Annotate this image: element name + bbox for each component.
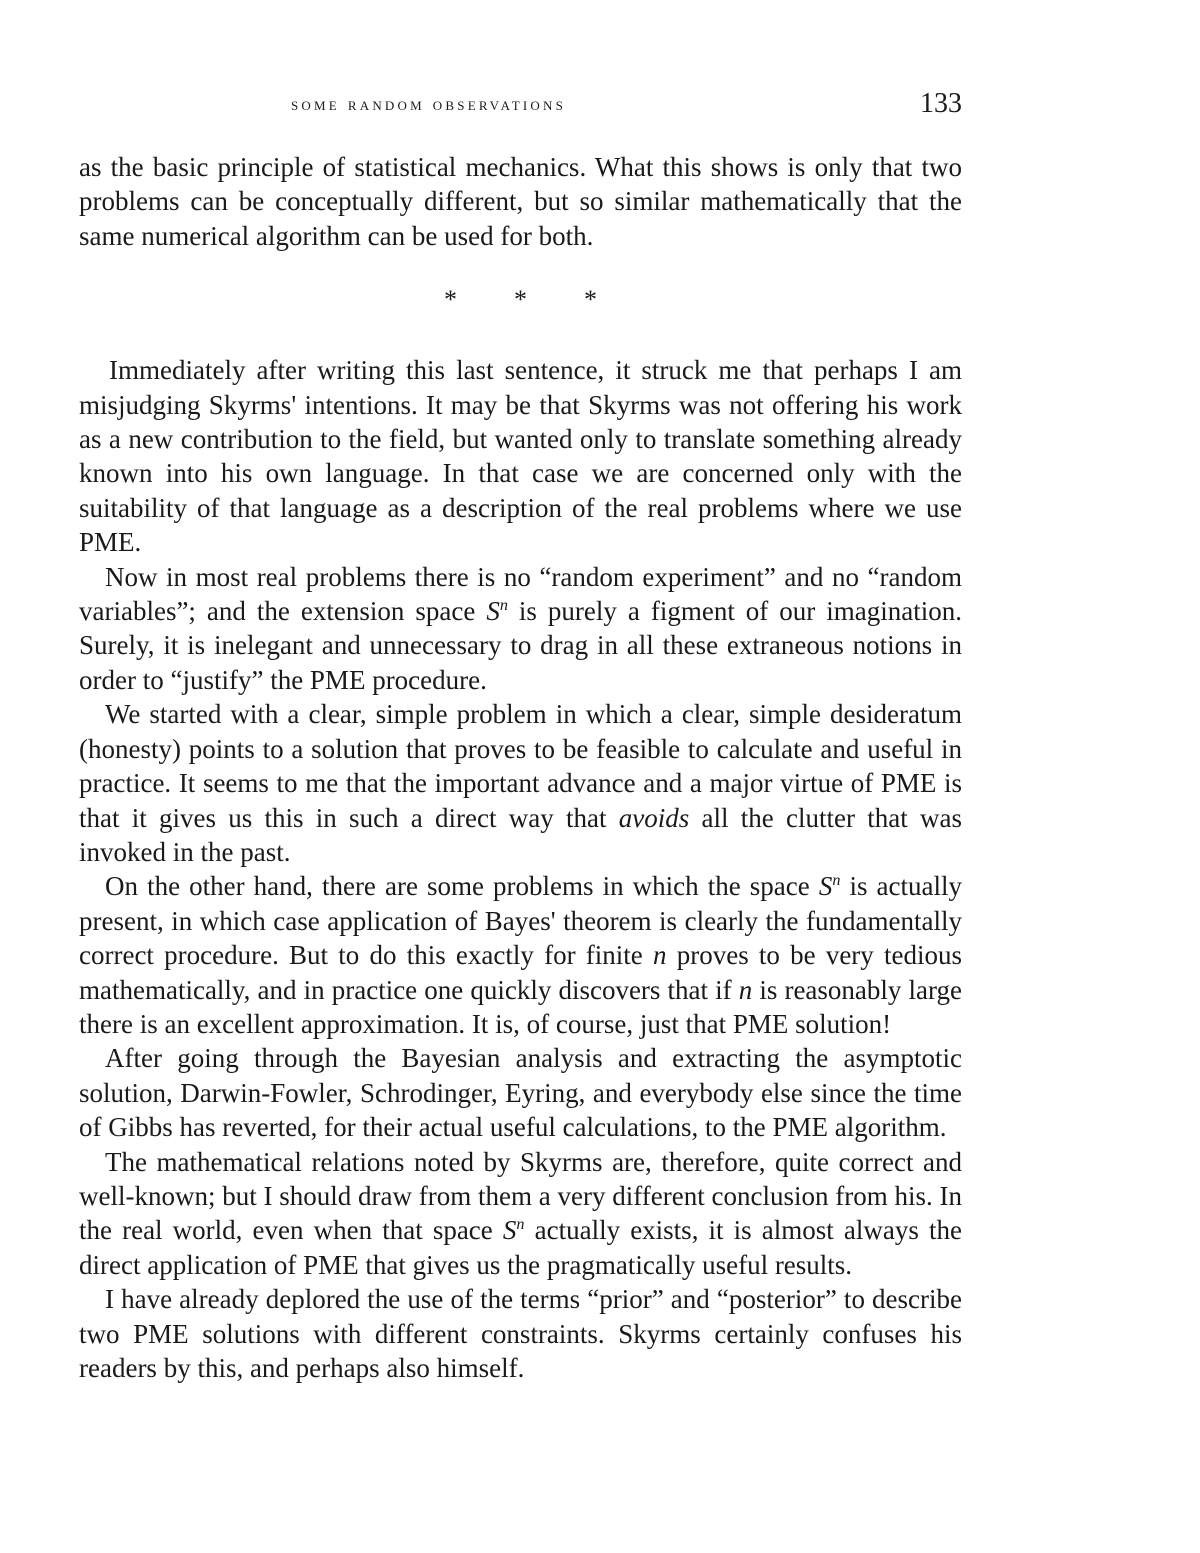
- math-superscript: n: [516, 1215, 525, 1234]
- text-run: Now in most real problems there is no “random experiment” and no “random variables”; and the extension space: [79, 561, 962, 627]
- text-run: is actually present, in which case application of Bayes' theorem is clearly the fundamentally correct procedure. But to do this exactly for finite: [79, 871, 963, 971]
- paragraph-1: Immediately after writing this last sentence, it struck me that perhaps I am misjudging Skyrms' intentions. It may be that Skyrms was not offering his work as a new contribution to the field, but wanted only to translate something already known into his own language. In that case we are concerned only with the suitability of that language as a description of the real problems where we use PME.: [79, 355, 962, 558]
- text-run: actually exists, it is almost always the direct application of PME that gives us the pragmatically useful results.: [79, 1215, 962, 1280]
- text-run: The mathematical relations noted by Skyrms are, therefore, quite correct and well-known; but I should draw from them a very different conclusion from his. In the real world, even when that space: [79, 1146, 962, 1246]
- running-title: some random observations: [291, 94, 566, 115]
- book-page: [79, 88, 962, 1385]
- text-run: On the other hand, there are some problems in which the space: [105, 871, 819, 902]
- emphasis: avoids: [618, 802, 690, 833]
- paragraph-4: [79, 869, 962, 1041]
- paragraph-7: I have already deplored the use of the terms “prior” and “posterior” to describe two PME solutions with different constraints. Skyrms certainly confuses his readers by this, and perhaps also himself.: [79, 1284, 962, 1383]
- page-number: 133: [920, 88, 962, 119]
- body-text: [79, 150, 962, 1385]
- paragraph-2: [79, 560, 962, 698]
- text-run: We started with a clear, simple problem in which a clear, simple desideratum (honesty) points to a solution that proves to be feasible to calculate and useful in practice. It seems to me that the important advance and a major virtue of PME is that it gives us this in such a direct way that: [79, 699, 962, 833]
- running-head: [79, 88, 962, 128]
- section-break: [79, 283, 962, 315]
- math-superscript: n: [832, 871, 841, 890]
- math-superscript: n: [499, 596, 508, 615]
- paragraph-3: [79, 697, 962, 869]
- paragraph-6: [79, 1145, 962, 1283]
- section-break-star: *: [514, 285, 527, 315]
- math-variable: S: [502, 1215, 517, 1246]
- continuation-paragraph: as the basic principle of statistical mechanics. What this shows is only that two problems can be conceptually different, but so similar mathematically that the same numerical algorithm can be used for both.: [79, 152, 962, 251]
- text-run: proves to be very tedious mathematically, and in practice one quickly discovers that if: [79, 940, 963, 1005]
- math-variable: n: [653, 940, 667, 971]
- paragraph-5: After going through the Bayesian analysis and extracting the asymptotic solution, Darwin-Fowler, Schrodinger, Eyring, and everybody else since the time of Gibbs has reverted, for their actual useful calculations, to the PME algorithm.: [79, 1043, 962, 1143]
- math-variable: n: [738, 974, 753, 1005]
- math-variable: S: [818, 871, 833, 902]
- text-run: is reasonably large there is an excellent approximation. It is, of course, just that PME solution!: [79, 974, 962, 1039]
- section-break-star: *: [444, 285, 457, 315]
- text-run: is purely a figment of our imagination. Surely, it is inelegant and unnecessary to drag in all these extraneous notions in order to “justify” the PME procedure.: [79, 596, 962, 695]
- section-break-star: *: [584, 285, 597, 315]
- math-variable: S: [486, 596, 500, 627]
- text-run: all the clutter that was invoked in the past.: [79, 802, 962, 867]
